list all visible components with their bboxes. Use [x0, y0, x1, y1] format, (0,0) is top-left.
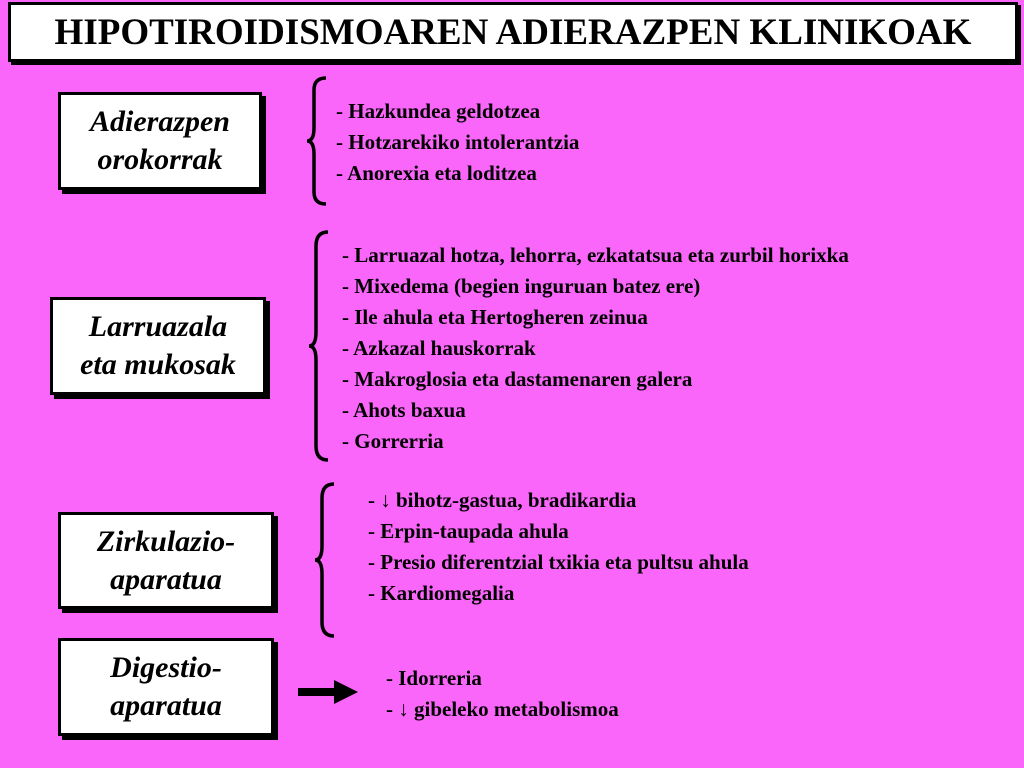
- list-item: - Makroglosia eta dastamenaren galera: [342, 367, 693, 391]
- list-item: - Idorreria: [386, 666, 482, 690]
- label-skin-line1: Larruazala: [88, 310, 228, 343]
- list-item: - ↓ bihotz-gastua, bradikardia: [368, 488, 637, 512]
- list-item: - Ahots baxua: [342, 398, 466, 422]
- list-item: - Erpin-taupada ahula: [368, 519, 569, 543]
- left-curly-brace-icon: [306, 230, 332, 462]
- list-item: - Hotzarekiko intolerantzia: [336, 130, 580, 154]
- slide-title: HIPOTIROIDISMOAREN ADIERAZPEN KLINIKOAK: [8, 2, 1018, 62]
- list-item: - Ile ahula eta Hertogheren zeinua: [342, 305, 648, 329]
- list-skin: [342, 240, 849, 457]
- label-general-line2: orokorrak: [97, 143, 223, 176]
- label-general-line1: Adierazpen: [89, 105, 230, 138]
- list-item: - Mixedema (begien inguruan batez ere): [342, 274, 701, 298]
- label-digestive-line1: Digestio-: [110, 651, 222, 684]
- right-arrow-icon: [298, 678, 360, 706]
- list-item: - Azkazal hauskorrak: [342, 336, 536, 360]
- label-skin-line2: eta mukosak: [80, 348, 236, 381]
- label-general: [58, 92, 262, 190]
- left-curly-brace-icon: [304, 76, 330, 206]
- list-digestive: [386, 663, 619, 725]
- list-general: [336, 96, 579, 189]
- list-circulatory: [368, 485, 749, 609]
- list-item: - Hazkundea geldotzea: [336, 99, 541, 123]
- label-circulatory-line1: Zirkulazio-: [96, 524, 236, 558]
- list-item: - Presio diferentzial txikia eta pultsu ahula: [368, 550, 749, 574]
- list-item: - Larruazal hotza, lehorra, ezkatatsua eta zurbil horixka: [342, 243, 849, 267]
- label-digestive: [58, 638, 274, 736]
- label-circulatory-line2: aparatua: [110, 562, 222, 596]
- list-item: - ↓ gibeleko metabolismoa: [386, 697, 619, 721]
- label-skin: [50, 297, 266, 395]
- list-item: - Kardiomegalia: [368, 581, 515, 605]
- list-item: - Anorexia eta loditzea: [336, 161, 537, 185]
- left-curly-brace-icon: [312, 482, 338, 638]
- list-item: - Gorrerria: [342, 429, 444, 453]
- label-circulatory: [58, 512, 274, 609]
- label-digestive-line2: aparatua: [110, 689, 222, 722]
